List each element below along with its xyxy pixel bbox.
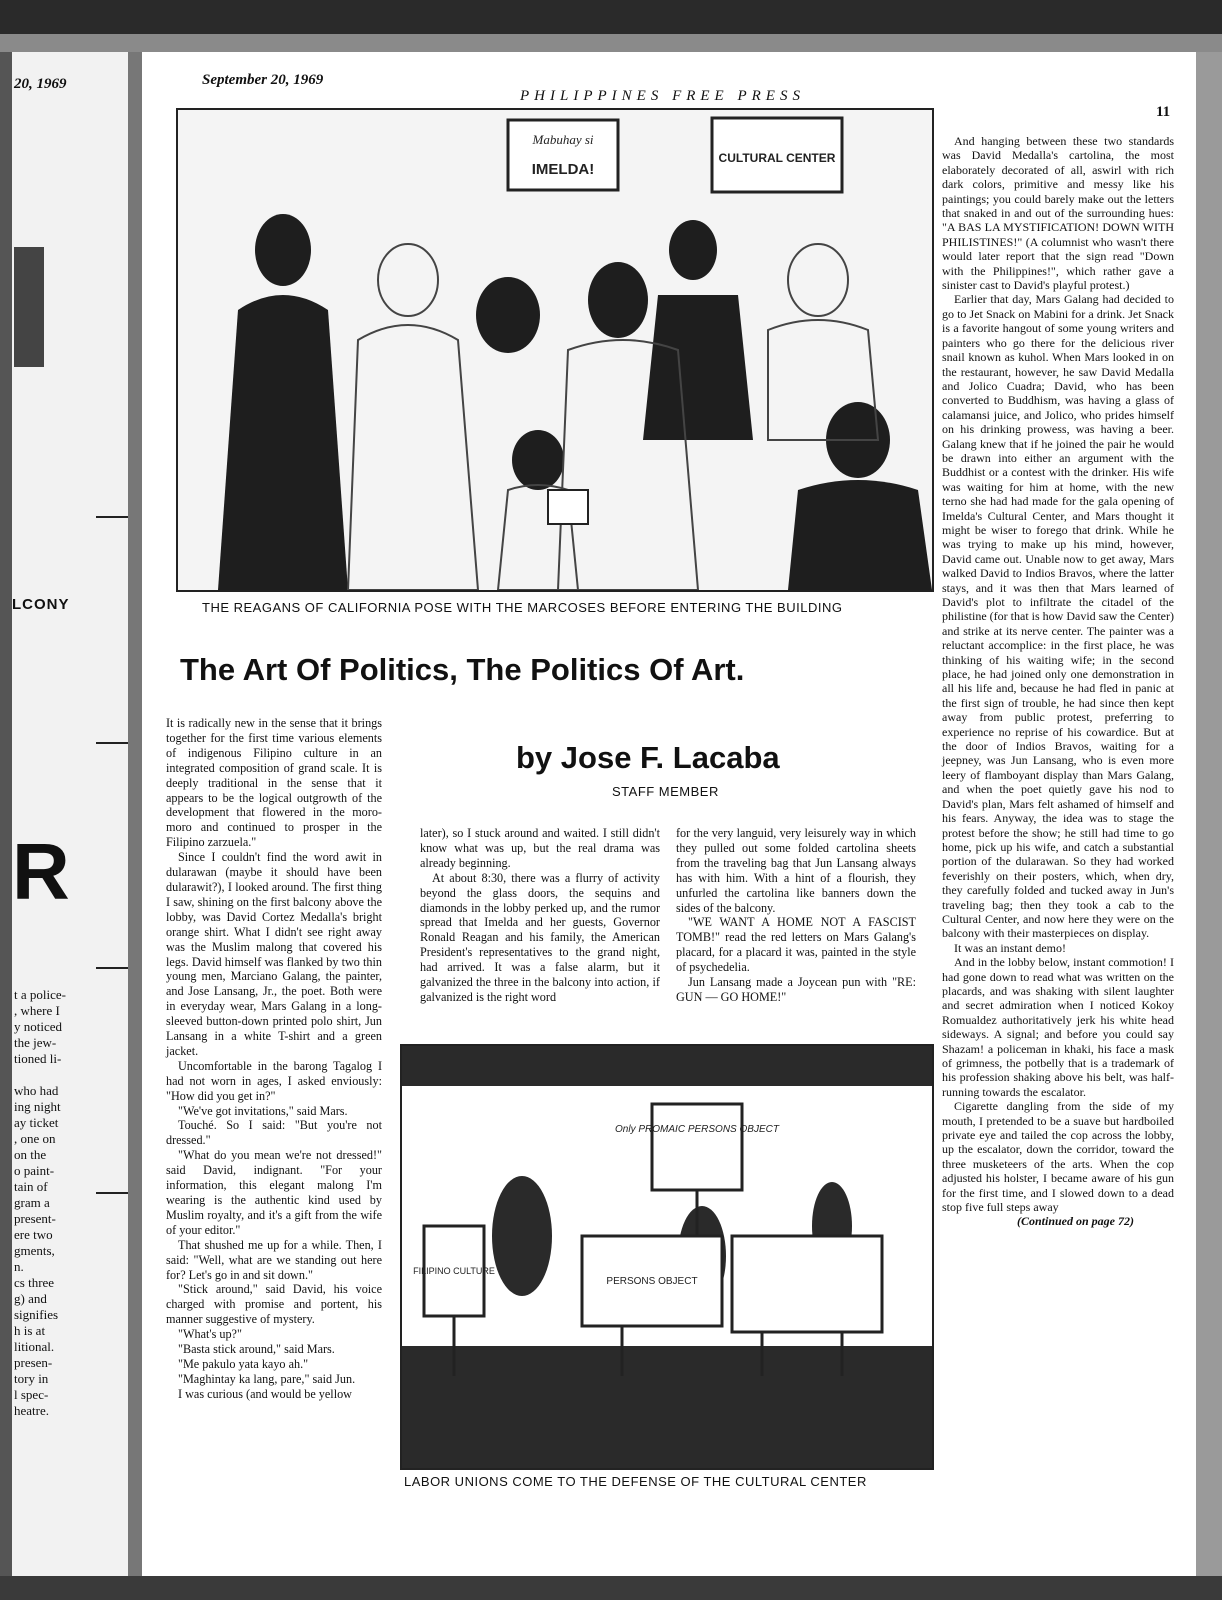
left-page-line: presen- xyxy=(14,1355,53,1370)
left-page-line: o paint- xyxy=(14,1163,55,1178)
article-paragraph: Uncomfortable in the barong Tagalog I had not worn in ages, I asked enviously: "How did you get in?" xyxy=(166,1058,382,1103)
article-paragraph: later), so I stuck around and waited. I still didn't know what was up, but the real drama was already beginning. xyxy=(420,826,660,870)
article-paragraph: "Stick around," said David, his voice charged with promise and portent, his manner suggestive of mystery. xyxy=(166,1282,382,1327)
left-page-line xyxy=(14,1067,128,1083)
left-page-line: , one on xyxy=(14,1131,56,1146)
left-page-text-fragment xyxy=(14,987,128,1419)
article-paragraph: And hanging between these two standards was David Medalla's cartolina, the most elaborately decorated of all, aswirl with rich dark colors, primitive and messy like his paintings; you could barely make out the letters that snaked in and out of the surrounding hues: "A BAS LA MYSTIFICATION! DOWN WITH PHILISTINES!" (A columnist who wasn't there would later report that the sign read "Down with the Philippines!", which rather gave a sinister cast to David's playful protest.) xyxy=(942,134,1174,293)
page-spine xyxy=(128,52,142,1576)
article-column-3 xyxy=(676,826,916,1005)
scan-right-edge xyxy=(1196,52,1222,1576)
newspaper-page xyxy=(142,52,1196,1576)
sign-persons-object: PERSONS OBJECT xyxy=(606,1276,698,1287)
left-page-line: cs three xyxy=(14,1275,55,1290)
article-paragraph: It was an instant demo! xyxy=(954,940,1066,955)
byline-staff-member: STAFF MEMBER xyxy=(612,784,719,799)
left-page-line: l spec- xyxy=(14,1387,49,1402)
article-paragraph: Touché. So I said: "But you're not dressed." xyxy=(166,1118,382,1148)
article-paragraph: Cigarette dangling from the side of my mouth, I pretended to be a suave but hardboiled private eye and tailed the cop across the lobby, up the escalator, down the corridor, toward the three musketeers of the arts. When the cop adjusted his holster, I became aware of his gun for the first time, and I slowed down to a dead stop five full steps away xyxy=(942,1099,1174,1215)
article-paragraph: "Basta stick around," said Mars. xyxy=(178,1342,335,1357)
left-page-line: litional. xyxy=(14,1339,55,1354)
left-page-line: h is at xyxy=(14,1323,46,1338)
article-paragraph: Earlier that day, Mars Galang had decided to go to Jet Snack on Mabini for a drink. Jet Snack is a favorite hangout of some young writers and painters who go there for the delicious river snail known as kuhol. When Mars looked in on the restaurant, however, he saw David Medalla and Jolico Cuadra; David, who has been converted to Buddhism, was having a glass of calamansi juice, and Jolico, who prides himself on his drinking prowess, was having a beer. Galang knew that if he joined the pair he would be drawn into either an argument with the Buddhist or a contest with the drinker. His wife was waiting for him at home, with the new terno she had had made for the gala opening of Imelda's Cultural Center, and Mars thought it might be wiser to forego that drink. While he was trying to make up his mind, however, David came out. Unable now to get away, Mars walked David to Indios Bravos, where the latter stays, and it was then that Mars learned of David's plot to infiltrate the citadel of the philistine (for that is how David saw the Center) and strike at its nerve center. The painter was a reluctant accomplice: in the first place, he was thinking of his waiting wife; in the second place, he had joined only one demonstration in all his life and, because he had fled in panic at the first sign of trouble, he had since then kept away from public protest, preferring to experience no reprise of his cowardice. But at the door of Indios Bravos, waiting for a jeepney, was Jun Lansang, who is even more leery of flamboyant display than Mars Galang, and when the poet quietly gave his nod to David's plan, Mars felt ashamed of himself and his fears. Anyway, the idea was to stage the protest before the show; he still had time to go home, pick up his wife, and catch a substantial portion of the dularawan. So they had worked feverishly on their posters, which, when dry, they carefully folded and tucked away in Jun's traveling bag; then they took a cab to the Cultural Center, and now here they were on the balcony with their masterpieces on display. xyxy=(942,292,1174,941)
left-page-line: y noticed xyxy=(14,1019,63,1034)
left-page-line: t a police- xyxy=(14,987,66,1002)
caption-bottom-photo: LABOR UNIONS COME TO THE DEFENSE OF THE CULTURAL CENTER xyxy=(404,1474,867,1489)
left-page-line: on the xyxy=(14,1147,47,1162)
article-paragraph: "What's up?" xyxy=(178,1327,242,1342)
article-paragraph: It is radically new in the sense that it brings together for the first time various elements of indigenous Filipino culture in an integrated composition of grand scale. It is deeply traditional in the sense that it appears to be the logical outgrowth of the development that flowered in the moro-moro and continued to prosper in the Filipino zarzuela." xyxy=(166,716,382,850)
binding-tick xyxy=(96,1192,130,1194)
binding-tick xyxy=(96,516,130,518)
left-page-line: who had xyxy=(14,1083,59,1098)
left-page-line: signifies xyxy=(14,1307,59,1322)
continued-on-page: (Continued on page 72) xyxy=(1016,1214,1134,1229)
article-paragraph: "We've got invitations," said Mars. xyxy=(178,1103,348,1118)
left-page-date: 20, 1969 xyxy=(14,76,67,92)
article-column-4 xyxy=(942,134,1174,1229)
header-publication-title: PHILIPPINES FREE PRESS xyxy=(520,88,805,104)
scan-top-shadow xyxy=(0,34,1222,52)
sign-mabuhay: Mabuhay si xyxy=(532,132,594,147)
left-page-line: ay ticket xyxy=(14,1115,59,1130)
article-paragraph: "Me pakulo yata kayo ah." xyxy=(178,1356,309,1371)
scan-left-edge xyxy=(0,52,12,1576)
left-facing-page xyxy=(0,52,130,1576)
left-page-line: heatre. xyxy=(14,1403,50,1418)
article-paragraph: "WE WANT A HOME NOT A FASCIST TOMB!" read the red letters on Mars Galang's placard, for a placard it was, painted in the style of psychedelia. xyxy=(676,915,916,975)
left-page-line: , where I xyxy=(14,1003,60,1018)
header-date: September 20, 1969 xyxy=(202,72,324,88)
left-page-caption-fragment: LCONY xyxy=(12,596,70,613)
article-paragraph: "What do you mean we're not dressed!" said David, indignant. "For your information, this elegant malong I'm wearing is the authentic kind used by Muslim royalty, and it's a gift from the wife of your editor." xyxy=(166,1148,382,1237)
caption-top-photo: THE REAGANS OF CALIFORNIA POSE WITH THE MARCOSES BEFORE ENTERING THE BUILDING xyxy=(202,600,843,615)
scan-bottom-edge xyxy=(0,1576,1222,1600)
left-page-headline-fragment: R xyxy=(12,827,70,916)
left-page-line: n. xyxy=(14,1259,24,1274)
binding-tick xyxy=(96,967,130,969)
article-paragraph: "Maghintay ka lang, pare," said Jun. xyxy=(178,1371,356,1386)
photo-reagans-marcoses xyxy=(176,108,934,592)
article-paragraph: And in the lobby below, instant commotion! I had gone down to read what was written on the placards, and was shaking with silent laughter and secret admiration when I noticed Kokoy Romualdez authoritatively jerk his white head sideways. A signal; and before you could say Shazam! a policeman in khaki, his face a mask of grimness, the potbelly that is a trademark of his profession shaking above his belt, was half-running towards the escalator. xyxy=(942,955,1174,1099)
left-page-line: tory in xyxy=(14,1371,49,1386)
sign-filipino-culture: FILIPINO CULTURE xyxy=(413,1266,495,1276)
article-paragraph: for the very languid, very leisurely way in which they pulled out some folded cartolina sheets from the traveling bag that Jun Lansang always has with him. With a hint of a flourish, they unfurled the cartolina like banners down the sides of the balcony. xyxy=(676,826,916,915)
article-paragraph: I was curious (and would be yellow xyxy=(178,1386,352,1401)
left-page-line: ere two xyxy=(14,1227,53,1242)
left-page-line: g) and xyxy=(14,1291,47,1306)
left-page-line: gments, xyxy=(14,1243,55,1258)
left-page-line: tain of xyxy=(14,1179,48,1194)
header-page-number: 11 xyxy=(1156,104,1171,120)
article-paragraph: That shushed me up for a while. Then, I said: "Well, what are we standing out here for? Let's go in and sit down." xyxy=(166,1237,382,1282)
article-byline: by Jose F. Lacaba xyxy=(516,740,780,775)
left-page-line: ing night xyxy=(14,1099,61,1114)
photo-labor-unions xyxy=(400,1044,934,1470)
left-page-line: present- xyxy=(14,1211,56,1226)
article-paragraph: At about 8:30, there was a flurry of activity beyond the glass doors, the sequins and diamonds in the lobby perked up, and the rumor spread that Imelda and her guests, Governor Ronald Reagan and his family, the American President's representatives to the grand night, had arrived. It was a false alarm, but it galvanized the three in the balcony into action, if galvanized is the right word xyxy=(420,870,660,1004)
sign-only-promaic: Only PROMAIC PERSONS OBJECT xyxy=(615,1124,779,1135)
binding-tick xyxy=(96,742,130,744)
sign-cultural-center: CULTURAL CENTER xyxy=(718,151,836,165)
article-column-1 xyxy=(166,716,382,1402)
sign-imelda: IMELDA! xyxy=(531,161,595,178)
article-headline: The Art Of Politics, The Politics Of Art. xyxy=(180,652,745,687)
scan-top-edge xyxy=(0,0,1222,34)
left-page-line: gram a xyxy=(14,1195,50,1210)
article-column-2 xyxy=(420,826,660,1005)
article-paragraph: Since I couldn't find the word awit in dularawan (maybe it should have been dularawit?), I looked around. The first thing I saw, shining on the first balcony above the lobby, was David Cortez Medalla's bright orange shirt. What I didn't see right away was the Muslim malong that covered his legs. David himself was flanked by two thin young men, Marciano Galang, the painter, and Jose Lansang, Jr., the poet. Both were in everyday wear, Mars Galang in a long-sleeved button-down printed polo shirt, Jun Lansang in a white T-shirt and a green jacket. xyxy=(166,850,382,1058)
left-page-line: the jew- xyxy=(14,1035,57,1050)
article-paragraph: Jun Lansang made a Joycean pun with "RE: GUN — GO HOME!" xyxy=(676,975,916,1004)
left-page-line: tioned li- xyxy=(14,1051,62,1066)
left-page-photo-fragment xyxy=(14,247,44,367)
